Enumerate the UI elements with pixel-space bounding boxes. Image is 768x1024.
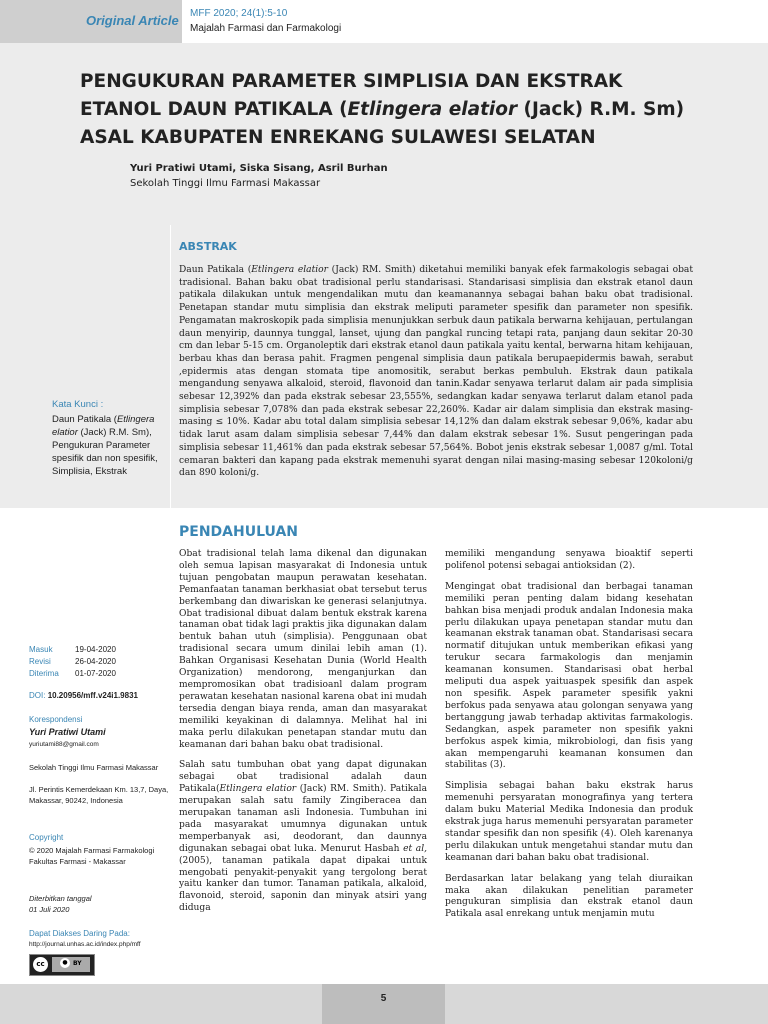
accepted-label: Diterima [29,669,59,678]
cc-icon: cc [33,957,48,972]
article-type-label: Original Article [86,13,179,28]
title-line-3: ASAL KABUPATEN ENREKANG SULAWESI SELATAN [80,127,596,148]
doi-link[interactable]: 10.20956/mff.v24i1.9831 [47,691,138,700]
keywords-text: Daun Patikala (Etlingera elatior (Jack) R.M. Sm), Pengukuran Parameter spesifik dan non spesifik, Simplisia, Ekstrak [52,414,158,477]
accepted-row [29,669,116,678]
correspondence-heading: Korespondensi [29,715,83,724]
paragraph: Mengingat obat tradisional dan berbagai tanaman memiliki peran penting dalam bidang kesehatan bahkan bisa menjadi produk andalan Indonesia maka perlu dilakukan upaya penetapan standar mutu dan keamanan ekstrak tanaman obat. Standarisasi secara normatif ditujukan untuk memberikan efikasi yang terukur secara farmakologis dan menjamin keamanan konsumen. Standarisasi obat herbal meliputi dua aspek yaituaspek spesifik dan aspek non spesifik. Aspek parameter spesifik yakni berfokus pada senyawa atau golongan senyawa yang bertanggung jawab terhadap aktivitas farmakologis. Sedangkan, aspek parameter non spesifik yakni berfokus aspek kimia, mikrobiologi, dan fisis yang akan mempengaruhi keamanan konsumen dan stabilitas (3). [445,581,693,771]
page-number-box [322,984,445,1024]
correspondence-name: Yuri Pratiwi Utami [29,727,106,737]
journal-name: Majalah Farmasi dan Farmakologi [190,23,342,34]
body-column-left [179,549,427,924]
revised-row [29,657,116,666]
online-heading: Dapat Diakses Daring Pada: [29,929,130,938]
title-line-1: PENGUKURAN PARAMETER SIMPLISIA DAN EKSTRAK [80,71,623,92]
doi-label: DOI: [29,691,46,700]
by-label: BY [73,960,82,967]
paragraph: Obat tradisional telah lama dikenal dan digunakan oleh semua lapisan masyarakat di Indonesia untuk tujuan pengobatan maupun perawatan kesehatan. Pemanfaatan tanaman berkhasiat obat tersebut terus berkembang dan diwariskan ke generasi selanjutnya. Obat tradisional dibuat dalam bentuk ekstrak karena tanaman obat tidak lagi praktis jika digunakan dalam bentuk bahan utuh (simplisia). Penggunaan obat tradisional secara umum dinilai lebih aman (1). Bahkan Organisasi Kesehatan Dunia (World Health Organization) mendorong, menganjurkan dan mempromosikan obat tradisioanl dalam program perawatan kesehatan nasional karena obat ini mudah tersedia dengan biaya renda, aman dan masyarakat memiliki keyakinan di dalamnya. Melihat hal ini maka perlu dilakukan penetapan standar mutu dan keamanan dari bahan baku obat tradisional. [179,549,427,750]
copyright-text: © 2020 Majalah Farmasi Farmakologi Fakultas Farmasi - Makassar [29,846,155,866]
title-line-2: ETANOL DAUN PATIKALA (Etlingera elatior (Jack) R.M. Sm) [80,99,685,120]
body-column-right [445,549,693,930]
by-band [52,957,90,972]
revised-label: Revisi [29,657,51,666]
paragraph: Salah satu tumbuhan obat yang dapat digunakan sebagai obat tradisional adalah daun Patikala(Etlingera elatior (Jack) RM. Smith). Patikala merupakan salah satu family Zingiberacea dan merupakan tanaman asli Indonesia. Tumbuhan ini pada masyarakat umumnya digunakan untuk memperbanyak asi, deodorant, dan daunnya digunakan sebagai obat luka. Menurut Hasbah et al, (2005), tanaman patikala dapat dipakai untuk mengobati penyakit-penyakit yang tergolong berat yaitu kanker dan tumor. Tanaman patikala, alkaloid, flavonoid, steroid, saponin dan minyak atsiri yang diduga [179,760,427,914]
cc-by-license-badge[interactable] [29,954,95,976]
section-heading: PENDAHULUAN [179,524,298,540]
author-list: Yuri Pratiwi Utami, Siska Sisang, Asril Burhan [130,163,388,174]
header-label-band [0,0,182,43]
paragraph: Simplisia sebagai bahan baku ekstrak harus memenuhi persyaratan monografinya yang tertera dalam buku Material Medika Indonesia dan produk ekstrak juga harus memenuhi persyaratan parameter standar spesifik dan non spesifik (4). Oleh karenanya perlu dilakukan untuk mengetahui standar mutu dan keamanan dari bahan baku obat tradisional. [445,781,693,863]
abstract-text: Daun Patikala (Etlingera elatior (Jack) RM. Smith) diketahui memiliki banyak efek farmakologis sebagai obat tradisional. Bahan baku obat tradisional perlu standarisasi. Standarisasi simplisia dan ekstrak etanol daun patikala dilakukan untuk mengendalikan mutu dan keamanannya sebagai bahan baku obat tradisional. Penetapan standar mutu simplisia dan ekstrak meliputi parameter spesifik dan parameter non spesifik. Pengamatan makroskopik pada simplisia menunjukkan serbuk daun patikala berwarna kehijauan, pertulangan daun menyirip, daunnya tunggal, lanset, ujung dan pangkal runcing tetapi rata, panjang daun sekitar 20-30 cm dan lebar 5-15 cm. Organoleptik dari ekstrak etanol daun patikala yaitu kental, berwarna hitam kehijauan, berbau khas dan berasa pahit. Fragmen pengenal simplisia daun patikala berupaepidermis bawah, serabut ,epidermis atas dengan stomata tipe anomositik, serabut berkas pembuluh. Ekstrak daun patikala mengandung senyawa alkaloid, steroid, flavonoid dan tanin.Kadar senyawa terlarut dalam air pada simplisia sebesar 12,392% dan pada ekstrak sebesar 23,555%, sedangkan kadar senyawa terlarut dalam etanol pada simplisia sebesar 7,078% dan pada ekstrak sebesar 22,260%. Kadar air dalam simplisia dan ekstrak masing-masing ≤ 10%. Kadar abu total dalam simplisia sebesar 14,12% dan dalam ekstrak sebesar 9,06%, kadar abu tidak larut asam dalam simplisia sebesar 7,44% dan dalam ekstrak sebesar 1%. Susut pengeringan pada simplisia sebesar 11,461% dan pada ekstrak sebesar 57,564%. Bobot jenis ekstrak sebesar 1,0087 g/ml. Total cemaran bakteri dan kapang pada ekstrak memenuhi syarat dengan nilai masing-masing sebesar 120koloni/g dan 890 koloni/g. [179,265,694,479]
journal-volume: MFF 2020; 24(1):5-10 [190,8,288,19]
published-date: 01 Juli 2020 [29,905,70,914]
received-row [29,645,116,654]
received-date: 19-04-2020 [75,645,116,654]
header-info-band [182,0,768,43]
panel-divider [170,225,171,508]
revised-date: 26-04-2020 [75,657,116,666]
paragraph: Berdasarkan latar belakang yang telah diuraikan maka akan dilakukan penelitian parameter pengukuran simplisia dan ekstrak etanol daun Patikala asal enrekang untuk menjamin mutu [445,873,693,920]
keywords-heading: Kata Kunci : [52,399,104,410]
correspondence-institution: Sekolah Tinggi Ilmu Farmasi Makassar [29,763,159,772]
paragraph: memiliki mengandung senyawa bioaktif seperti polifenol potensi sebagai antioksidan (2). [445,549,693,571]
affiliation: Sekolah Tinggi Ilmu Farmasi Makassar [130,178,321,189]
paper-title [80,68,720,152]
correspondence-email[interactable]: yuriutami88@gmail.com [29,741,99,748]
received-label: Masuk [29,645,53,654]
abstract-heading: ABSTRAK [179,240,237,253]
page-number: 5 [380,993,387,1004]
journal-url-link[interactable]: http://journal.unhas.ac.id/index.php/mff [29,941,141,948]
accepted-date: 01-07-2020 [75,669,116,678]
doi-row [29,691,138,700]
correspondence-address: Jl. Perintis Kemerdekaan Km. 13,7, Daya, Makassar, 90242, Indonesia [29,785,169,805]
published-label: Diterbitkan tanggal [29,894,92,903]
person-icon: ● [60,958,70,968]
copyright-heading: Copyright [29,833,64,842]
